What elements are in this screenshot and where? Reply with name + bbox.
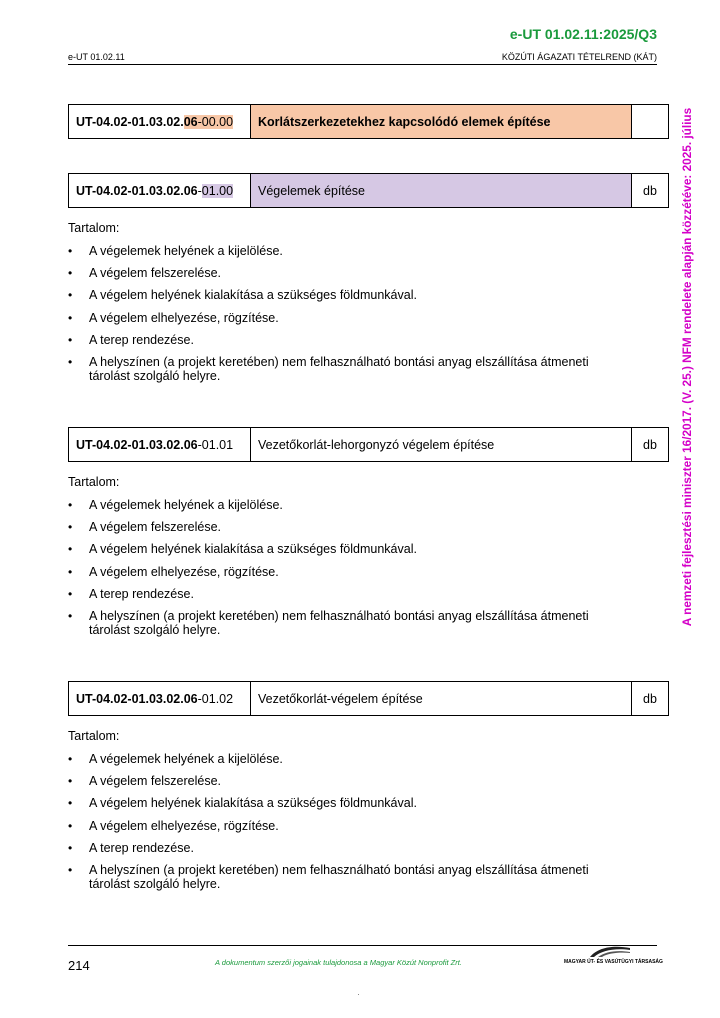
item-table-anchor-end xyxy=(68,427,669,462)
item-title: Korlátszerkezetekhez kapcsolódó elemek építése xyxy=(251,105,632,138)
list-item xyxy=(68,542,628,556)
item-code xyxy=(69,428,251,461)
item-table-main xyxy=(68,104,669,139)
list-item-text: A végelem elhelyezése, rögzítése. xyxy=(89,310,279,325)
item-table-guardrail-end xyxy=(68,681,669,716)
code-separator: - xyxy=(197,114,202,129)
item-code xyxy=(69,174,251,207)
bullet: • xyxy=(68,818,73,833)
list-item xyxy=(68,863,628,891)
code-suffix: 01.02 xyxy=(201,691,234,706)
code-suffix: 00.00 xyxy=(201,114,234,129)
item-code xyxy=(69,682,251,715)
side-note-text: A nemzeti fejlesztési miniszter 16/2017. (V. 25.) NFM rendelete alapján közzétéve: 2025. július xyxy=(680,107,694,626)
code-highlight: 06 xyxy=(183,114,198,129)
list-item xyxy=(68,288,628,302)
list-item-text: A végelemek helyének a kijelölése. xyxy=(89,498,283,512)
header-divider xyxy=(68,64,657,65)
list-item xyxy=(68,355,628,383)
bullet: • xyxy=(68,586,73,601)
list-item-text: A végelemek helyének a kijelölése. xyxy=(89,752,283,766)
section-label: Tartalom: xyxy=(68,475,120,489)
content-list xyxy=(68,752,628,891)
item-title: Vezetőkorlát-végelem építése xyxy=(251,682,632,715)
content-section xyxy=(68,729,628,899)
item-unit: db xyxy=(643,183,657,198)
content-list xyxy=(68,498,628,637)
logo-text: MAGYAR ÚT- ÉS VASÚTÜGYI TÁRSASÁG xyxy=(564,959,663,965)
list-item-text: A terep rendezése. xyxy=(89,332,194,347)
list-item xyxy=(68,498,628,512)
company-logo xyxy=(560,945,663,969)
side-note xyxy=(680,100,694,633)
bullet: • xyxy=(68,520,73,535)
header-right: KÖZÚTI ÁGAZATI TÉTELREND (KÁT) xyxy=(501,52,657,62)
list-item xyxy=(68,587,628,601)
code-prefix: UT-04.02-01.03.02. xyxy=(76,114,184,129)
list-item xyxy=(68,266,628,280)
copyright-notice: A dokumentum szerzői jogainak tulajdonosa a Magyar Közút Nonprofit Zrt. xyxy=(215,958,462,967)
bullet: • xyxy=(68,796,73,811)
list-item-text: A végelem helyének kialakítása a szükséges földmunkával. xyxy=(89,288,417,303)
code-prefix: UT-04.02-01.03.02.06 xyxy=(76,183,198,198)
bullet: • xyxy=(68,266,73,281)
bullet: • xyxy=(68,542,73,557)
list-item-text: A végelem felszerelése. xyxy=(89,266,222,281)
page-mark xyxy=(358,994,359,995)
bullet: • xyxy=(68,840,73,855)
content-section xyxy=(68,475,628,645)
bullet: • xyxy=(68,310,73,325)
bullet: • xyxy=(68,564,73,579)
list-item xyxy=(68,311,628,325)
bullet: • xyxy=(68,774,73,789)
list-item xyxy=(68,774,628,788)
code-separator: - xyxy=(197,183,202,198)
bullet: • xyxy=(68,862,73,877)
code-suffix: 01.01 xyxy=(201,437,234,452)
list-item xyxy=(68,752,628,766)
content-list xyxy=(68,244,628,383)
code-separator: - xyxy=(197,691,202,706)
list-item-text: A terep rendezése. xyxy=(89,840,194,855)
page-number: 214 xyxy=(68,958,90,973)
list-item-text: A helyszínen (a projekt keretében) nem felhasználható bontási anyag elszállítása átmeneti tárolást szolgáló helyre. xyxy=(89,354,589,383)
section-label: Tartalom: xyxy=(68,221,120,235)
list-item xyxy=(68,609,628,637)
list-item-text: A végelemek helyének a kijelölése. xyxy=(89,244,283,258)
list-item-text: A helyszínen (a projekt keretében) nem felhasználható bontási anyag elszállítása átmeneti tárolást szolgáló helyre. xyxy=(89,608,589,637)
list-item-text: A végelem felszerelése. xyxy=(89,774,222,789)
list-item xyxy=(68,841,628,855)
item-title: Végelemek építése xyxy=(251,174,632,207)
list-item xyxy=(68,819,628,833)
code-suffix: 01.00 xyxy=(201,183,234,198)
list-item-text: A terep rendezése. xyxy=(89,586,194,601)
item-title: Vezetőkorlát-lehorgonyzó végelem építése xyxy=(251,428,632,461)
bullet: • xyxy=(68,288,73,303)
bullet: • xyxy=(68,498,73,512)
road-logo-icon xyxy=(588,945,632,959)
bullet: • xyxy=(68,354,73,369)
code-separator: - xyxy=(197,437,202,452)
section-label: Tartalom: xyxy=(68,729,120,743)
bullet: • xyxy=(68,608,73,623)
list-item xyxy=(68,565,628,579)
list-item-text: A helyszínen (a projekt keretében) nem felhasználható bontási anyag elszállítása átmeneti tárolást szolgáló helyre. xyxy=(89,862,589,891)
document-id: e-UT 01.02.11:2025/Q3 xyxy=(509,26,657,42)
code-prefix: UT-04.02-01.03.02.06 xyxy=(76,437,198,452)
bullet: • xyxy=(68,244,73,258)
list-item-text: A végelem elhelyezése, rögzítése. xyxy=(89,818,279,833)
list-item-text: A végelem felszerelése. xyxy=(89,520,222,535)
list-item-text: A végelem helyének kialakítása a szükséges földmunkával. xyxy=(89,796,417,811)
bullet: • xyxy=(68,332,73,347)
list-item xyxy=(68,520,628,534)
list-item xyxy=(68,333,628,347)
header-left: e-UT 01.02.11 xyxy=(68,52,125,62)
item-unit: db xyxy=(643,691,657,706)
content-section xyxy=(68,221,628,391)
list-item-text: A végelem helyének kialakítása a szükséges földmunkával. xyxy=(89,542,417,557)
item-unit xyxy=(632,105,668,138)
code-prefix: UT-04.02-01.03.02.06 xyxy=(76,691,198,706)
item-table-end-elements xyxy=(68,173,669,208)
item-unit: db xyxy=(643,437,657,452)
list-item xyxy=(68,244,628,258)
list-item xyxy=(68,796,628,810)
item-code xyxy=(69,105,251,138)
list-item-text: A végelem elhelyezése, rögzítése. xyxy=(89,564,279,579)
bullet: • xyxy=(68,752,73,766)
